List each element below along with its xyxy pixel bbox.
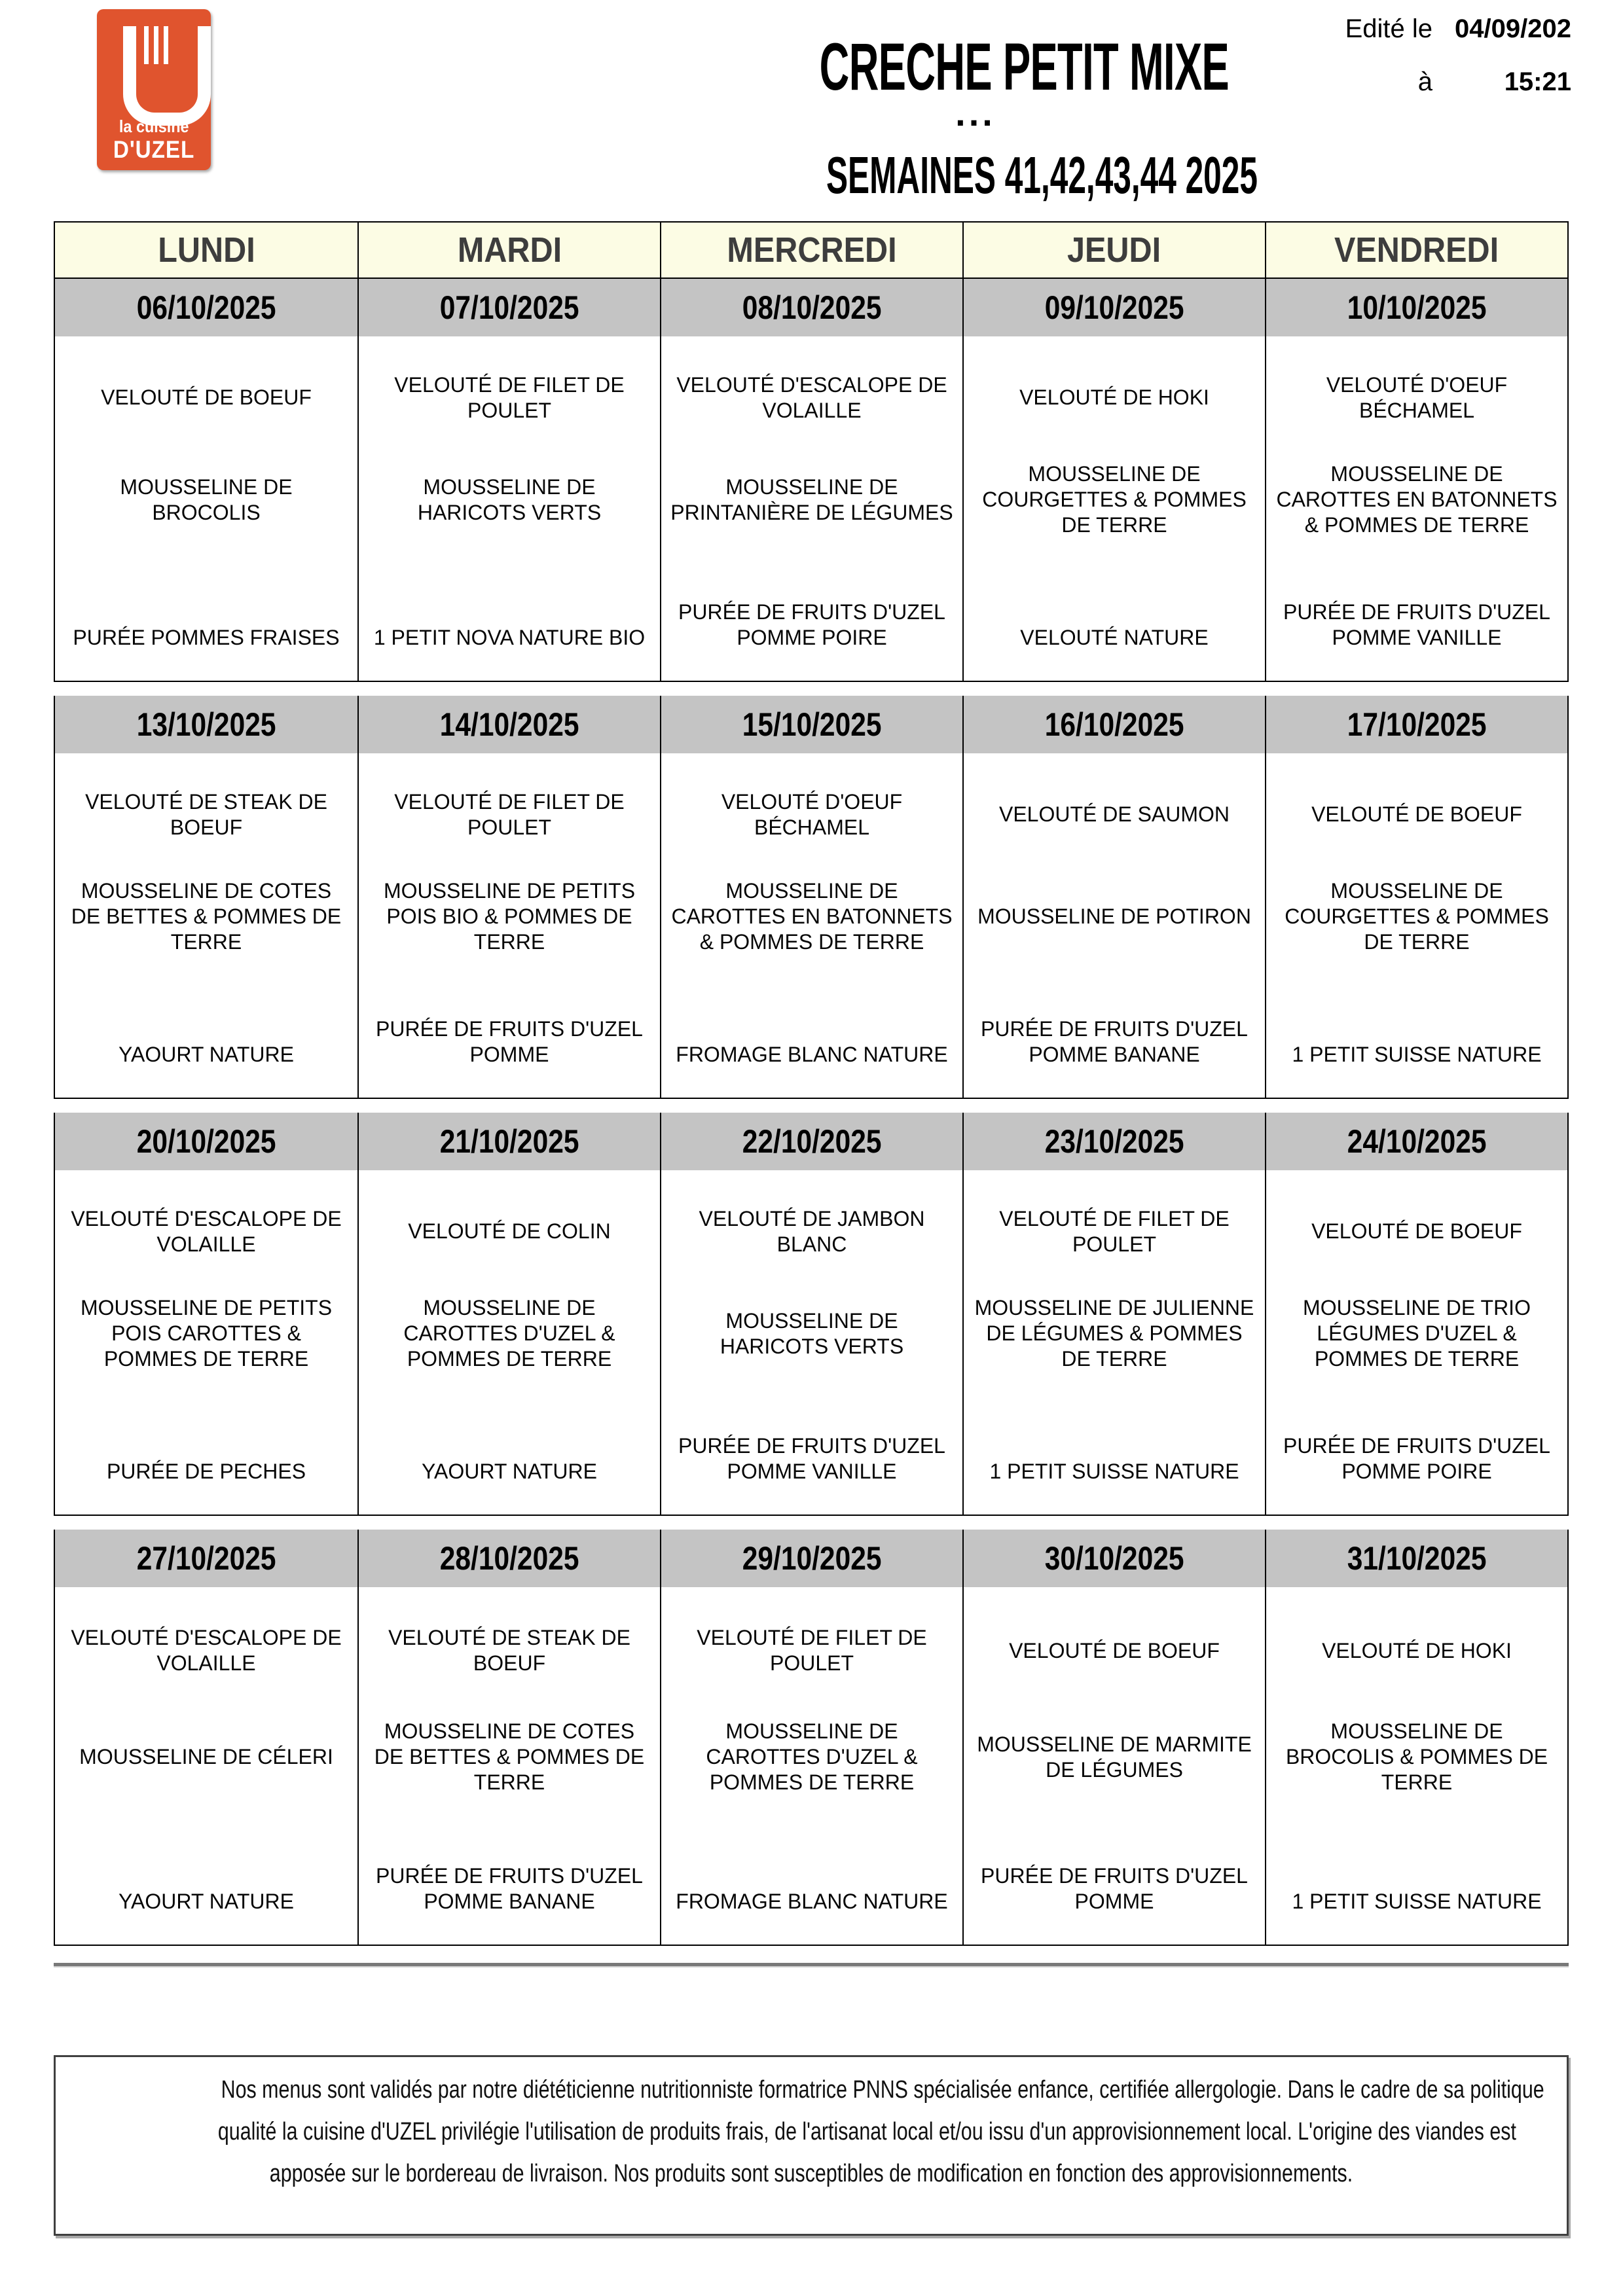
date-cell: 07/10/2025 (357, 279, 660, 336)
menu-item-dessert: FROMAGE BLANC NATURE (676, 1889, 948, 1913)
menu-item-soup: VELOUTÉ DE FILET DE POULET (394, 789, 625, 839)
menu-day-cell (660, 1170, 962, 1515)
menu-day-cell (962, 336, 1265, 681)
date-cell: 31/10/2025 (1265, 1530, 1567, 1587)
menu-day-cell (1265, 336, 1567, 681)
menu-item-soup: VELOUTÉ DE BOEUF (1311, 802, 1522, 827)
date-cell: 06/10/2025 (136, 289, 276, 326)
menu-day-cell (55, 1170, 357, 1515)
menu-day-cell (357, 1170, 660, 1515)
date-cell: 16/10/2025 (962, 696, 1265, 753)
week-blocks (54, 279, 1569, 1946)
menu-item-main: MOUSSELINE DE MARMITE DE LÉGUMES (977, 1732, 1252, 1782)
date-cell: 22/10/2025 (660, 1113, 962, 1170)
date-row (54, 1113, 1569, 1170)
date-cell: 29/10/2025 (660, 1530, 962, 1587)
menu-item-main: MOUSSELINE DE COURGETTES & POMMES DE TERRE (982, 462, 1247, 537)
fork-tine-icon (164, 26, 168, 64)
menu-item-main: MOUSSELINE DE CAROTTES EN BATONNETS & POMMES DE TERRE (1276, 462, 1558, 537)
menu-day-cell (357, 336, 660, 681)
menu-item-soup: VELOUTÉ DE STEAK DE BOEUF (388, 1626, 630, 1676)
menu-day-cell (660, 1587, 962, 1945)
menu-item-soup: VELOUTÉ DE COLIN (408, 1219, 611, 1244)
menu-item-dessert: PURÉE DE FRUITS D'UZEL POMME BANANE (981, 1016, 1248, 1066)
menu-item-soup: VELOUTÉ DE STEAK DE BOEUF (85, 789, 327, 839)
edited-time-row (1309, 67, 1571, 97)
menu-item-dessert: YAOURT NATURE (422, 1459, 597, 1483)
menu-item-soup: VELOUTÉ DE BOEUF (101, 386, 312, 410)
menu-table (54, 221, 1569, 1946)
day-header-vendredi: VENDREDI (1265, 223, 1567, 278)
menu-day-cell (357, 1587, 660, 1945)
day-header-jeudi: JEUDI (962, 223, 1265, 278)
menu-day-cell (55, 336, 357, 681)
menu-item-soup: VELOUTÉ DE FILET DE POULET (697, 1626, 927, 1676)
edited-info (1309, 14, 1571, 120)
date-row (54, 1530, 1569, 1587)
menu-item-dessert: PURÉE DE FRUITS D'UZEL POMME VANILLE (1283, 600, 1550, 649)
menu-item-dessert: YAOURT NATURE (119, 1042, 294, 1066)
menu-day-cell (660, 336, 962, 681)
menu-item-main: MOUSSELINE DE CAROTTES EN BATONNETS & POMMES DE TERRE (671, 879, 953, 954)
date-cell: 21/10/2025 (357, 1113, 660, 1170)
edited-date-value: 04/09/202 (1455, 14, 1571, 43)
menu-item-main: MOUSSELINE DE TRIO LÉGUMES D'UZEL & POMMES DE TERRE (1303, 1296, 1531, 1371)
menu-item-dessert: PURÉE DE FRUITS D'UZEL POMME POIRE (1283, 1433, 1550, 1483)
date-cell: 23/10/2025 (962, 1113, 1265, 1170)
menu-item-main: MOUSSELINE DE BROCOLIS & POMMES DE TERRE (1285, 1719, 1548, 1795)
date-cell: 14/10/2025 (357, 696, 660, 753)
menu-item-dessert: 1 PETIT NOVA NATURE BIO (373, 625, 646, 649)
disclaimer-box (54, 2055, 1569, 2236)
menu-item-main: MOUSSELINE DE COTES DE BETTES & POMMES DE TERRE (374, 1719, 645, 1795)
fork-tine-icon (144, 26, 149, 64)
menu-item-main: MOUSSELINE DE CÉLERI (79, 1745, 333, 1769)
date-row (54, 696, 1569, 753)
title-ellipsis: ... (955, 92, 996, 134)
menu-item-soup: VELOUTÉ DE JAMBON BLANC (699, 1206, 925, 1256)
menu-item-dessert: PURÉE DE PECHES (106, 1459, 306, 1483)
logo-text-line2: D'UZEL (113, 136, 195, 163)
edited-time-value: 15:21 (1504, 67, 1571, 96)
menu-item-dessert: PURÉE DE FRUITS D'UZEL POMME (981, 1863, 1248, 1913)
day-header-mardi: MARDI (357, 223, 660, 278)
menu-day-cell (962, 753, 1265, 1098)
menu-item-main: MOUSSELINE DE CAROTTES D'UZEL & POMMES DE TERRE (706, 1719, 918, 1795)
date-cell: 27/10/2025 (136, 1540, 276, 1577)
page-title: CRECHE PETIT MIXE (819, 29, 1230, 104)
week-block (54, 1113, 1569, 1516)
menu-item-soup: VELOUTÉ DE BOEUF (1311, 1219, 1522, 1244)
menu-item-dessert: 1 PETIT SUISSE NATURE (1292, 1042, 1542, 1066)
disclaimer-line: apposée sur le bordereau de livraison. Nos produits sont susceptibles de modification en fonction des approvisionnements. (269, 2160, 1353, 2187)
disclaimer-line: Nos menus sont validés par notre diététicienne nutritionniste formatrice PNNS spécialisée enfance, certifiée allergologie. Dans le cadre de sa politique (221, 2076, 1544, 2104)
menu-item-main: MOUSSELINE DE JULIENNE DE LÉGUMES & POMMES DE TERRE (974, 1296, 1254, 1371)
day-header-mercredi: MERCREDI (660, 223, 962, 278)
menu-item-dessert: PURÉE DE FRUITS D'UZEL POMME VANILLE (678, 1433, 945, 1483)
menu-content-row (54, 336, 1569, 682)
date-cell: 09/10/2025 (962, 279, 1265, 336)
date-row (54, 279, 1569, 336)
menu-day-cell (357, 753, 660, 1098)
menu-item-main: MOUSSELINE DE HARICOTS VERTS (417, 475, 602, 524)
menu-item-soup: VELOUTÉ DE SAUMON (998, 802, 1230, 827)
menu-day-cell (1265, 1170, 1567, 1515)
menu-item-soup: VELOUTÉ DE HOKI (1322, 1638, 1512, 1662)
menu-item-soup: VELOUTÉ D'OEUF BÉCHAMEL (1326, 372, 1508, 422)
menu-item-dessert: VELOUTÉ NATURE (1020, 625, 1209, 649)
date-cell: 28/10/2025 (357, 1530, 660, 1587)
menu-item-main: MOUSSELINE DE CAROTTES D'UZEL & POMMES DE TERRE (403, 1296, 615, 1371)
menu-day-cell (1265, 1587, 1567, 1945)
menu-day-cell (660, 753, 962, 1098)
date-cell: 10/10/2025 (1265, 279, 1567, 336)
menu-item-dessert: PURÉE DE FRUITS D'UZEL POMME BANANE (376, 1863, 643, 1913)
menu-item-main: MOUSSELINE DE PETITS POIS CAROTTES & POMMES DE TERRE (80, 1296, 333, 1371)
week-block (54, 1530, 1569, 1946)
menu-day-cell (55, 1587, 357, 1945)
menu-item-main: MOUSSELINE DE HARICOTS VERTS (720, 1308, 904, 1358)
menu-day-cell (962, 1587, 1265, 1945)
week-block (54, 696, 1569, 1099)
menu-item-soup: VELOUTÉ DE FILET DE POULET (394, 372, 625, 422)
footer-divider (54, 1963, 1569, 1967)
day-header-lundi: LUNDI (157, 230, 255, 270)
week-block (54, 279, 1569, 682)
menu-item-dessert: PURÉE DE FRUITS D'UZEL POMME (376, 1016, 643, 1066)
menu-item-main: MOUSSELINE DE PRINTANIÈRE DE LÉGUMES (670, 475, 953, 524)
menu-item-dessert: 1 PETIT SUISSE NATURE (989, 1459, 1239, 1483)
menu-item-soup: VELOUTÉ DE BOEUF (1009, 1638, 1220, 1662)
weeks-subtitle: SEMAINES 41,42,43,44 2025 (826, 146, 1258, 204)
menu-day-cell (962, 1170, 1265, 1515)
menu-item-soup: VELOUTÉ D'ESCALOPE DE VOLAILLE (676, 372, 947, 422)
fork-tine-icon (154, 26, 158, 64)
edited-at-label: à (1417, 67, 1432, 96)
menu-item-main: MOUSSELINE DE PETITS POIS BIO & POMMES DE TERRE (383, 879, 636, 954)
menu-content-row (54, 1170, 1569, 1516)
logo-text-line1: la cuisine (119, 117, 189, 136)
menu-item-main: MOUSSELINE DE POTIRON (977, 905, 1251, 929)
menu-content-row (54, 1587, 1569, 1946)
menu-content-row (54, 753, 1569, 1099)
date-cell: 20/10/2025 (136, 1123, 276, 1160)
cuisine-duzel-logo (97, 9, 211, 170)
menu-item-dessert: PURÉE DE FRUITS D'UZEL POMME POIRE (678, 600, 945, 649)
menu-day-cell (55, 753, 357, 1098)
menu-item-main: MOUSSELINE DE COURGETTES & POMMES DE TERRE (1285, 879, 1549, 954)
disclaimer-line: qualité la cuisine d'UZEL privilégie l'utilisation de produits frais, de l'artisanat local et/ou issu d'un approvisionnement local. L'origine des viandes est (217, 2118, 1516, 2145)
menu-item-main: MOUSSELINE DE BROCOLIS (120, 475, 293, 524)
menu-item-dessert: PURÉE POMMES FRAISES (73, 625, 340, 649)
day-header-row (54, 221, 1569, 279)
menu-item-dessert: 1 PETIT SUISSE NATURE (1292, 1889, 1542, 1913)
menu-day-cell (1265, 753, 1567, 1098)
date-cell: 24/10/2025 (1265, 1113, 1567, 1170)
date-cell: 15/10/2025 (660, 696, 962, 753)
date-cell: 30/10/2025 (962, 1530, 1265, 1587)
menu-item-soup: VELOUTÉ DE FILET DE POULET (999, 1206, 1230, 1256)
edited-date-row (1309, 14, 1571, 44)
menu-item-dessert: FROMAGE BLANC NATURE (676, 1042, 948, 1066)
date-cell: 13/10/2025 (136, 706, 276, 743)
menu-item-soup: VELOUTÉ D'ESCALOPE DE VOLAILLE (71, 1206, 342, 1256)
date-cell: 17/10/2025 (1265, 696, 1567, 753)
menu-item-soup: VELOUTÉ D'OEUF BÉCHAMEL (721, 789, 903, 839)
date-cell: 08/10/2025 (660, 279, 962, 336)
edited-label: Edité le (1345, 14, 1432, 43)
menu-item-soup: VELOUTÉ D'ESCALOPE DE VOLAILLE (71, 1626, 342, 1676)
menu-item-main: MOUSSELINE DE COTES DE BETTES & POMMES DE TERRE (71, 879, 342, 954)
menu-item-dessert: YAOURT NATURE (119, 1889, 294, 1913)
menu-item-soup: VELOUTÉ DE HOKI (1019, 386, 1209, 410)
